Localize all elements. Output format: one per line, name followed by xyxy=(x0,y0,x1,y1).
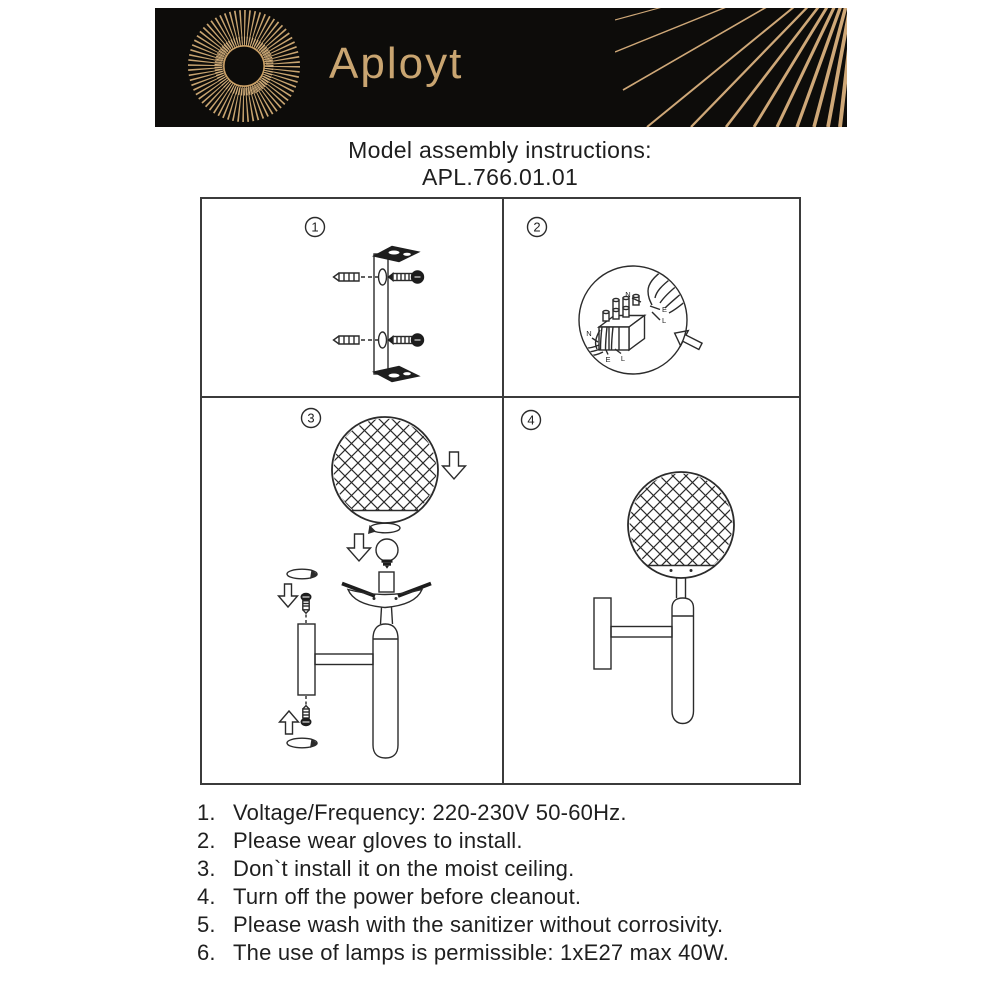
diagram-step1-bracket xyxy=(202,199,502,396)
svg-text:4: 4 xyxy=(527,412,535,428)
model-number: APL.766.01.01 xyxy=(421,164,579,190)
svg-text:L: L xyxy=(620,354,626,363)
sunburst-icon xyxy=(182,8,307,127)
item-text: Turn off the power before cleanout. xyxy=(233,884,582,909)
svg-text:E: E xyxy=(662,305,668,314)
mounting-bracket-drawing xyxy=(374,247,419,382)
item-text: The use of lamps is permissible: 1xE27 max 40W. xyxy=(233,940,730,965)
diagram-step3-assembly xyxy=(202,398,502,785)
brand-logo-text: Aployt xyxy=(329,39,464,88)
step2-number-badge xyxy=(528,218,547,237)
step3-number-badge xyxy=(302,409,321,428)
down-arrow-icon xyxy=(443,452,466,479)
title-block xyxy=(0,137,1000,191)
down-arrow-icon xyxy=(348,534,371,561)
assembly-diagram-grid xyxy=(200,197,801,785)
supply-wires-drawing xyxy=(648,269,687,313)
item-text: Voltage/Frequency: 220-230V 50-60Hz. xyxy=(233,800,627,825)
side-screws-plate-drawing xyxy=(279,569,319,748)
diagram-step4-assembled xyxy=(504,398,799,785)
brand-banner xyxy=(155,8,847,127)
item-text: Please wash with the sanitizer without corrosivity. xyxy=(233,912,724,937)
svg-text:E: E xyxy=(605,355,611,364)
item-number: 5. xyxy=(197,912,216,937)
mounting-screw-drawing xyxy=(389,271,424,346)
svg-text:L: L xyxy=(662,316,667,325)
list-item xyxy=(197,939,857,967)
diagram-step2-wiring xyxy=(504,199,799,396)
terminal-block-drawing xyxy=(599,294,645,350)
insert-direction-arrow-icon xyxy=(671,326,705,354)
step1-number-badge xyxy=(306,218,325,237)
svg-text:N: N xyxy=(586,329,592,338)
list-item xyxy=(197,883,857,911)
lattice-shade-drawing xyxy=(332,417,438,523)
bulb-drawing xyxy=(368,523,400,569)
svg-text:1: 1 xyxy=(311,219,319,235)
svg-text:3: 3 xyxy=(307,410,315,426)
item-text: Please wear gloves to install. xyxy=(233,828,523,853)
item-number: 1. xyxy=(197,800,216,825)
step4-number-badge xyxy=(522,411,541,430)
diagonal-rays-icon xyxy=(615,8,847,127)
item-number: 3. xyxy=(197,856,216,881)
wall-anchor-drawing xyxy=(334,273,379,344)
item-text: Don`t install it on the moist ceiling. xyxy=(233,856,575,881)
item-number: 2. xyxy=(197,828,216,853)
list-item xyxy=(197,911,857,939)
item-number: 6. xyxy=(197,940,216,965)
page-title: Model assembly instructions: xyxy=(348,137,652,163)
list-item xyxy=(197,855,857,883)
instruction-list xyxy=(197,799,857,967)
assembled-lamp-drawing xyxy=(594,472,734,724)
svg-text:2: 2 xyxy=(533,219,541,235)
lamp-body-drawing xyxy=(315,572,431,758)
list-item xyxy=(197,799,857,827)
svg-text:N: N xyxy=(625,290,631,299)
list-item xyxy=(197,827,857,855)
item-number: 4. xyxy=(197,884,216,909)
